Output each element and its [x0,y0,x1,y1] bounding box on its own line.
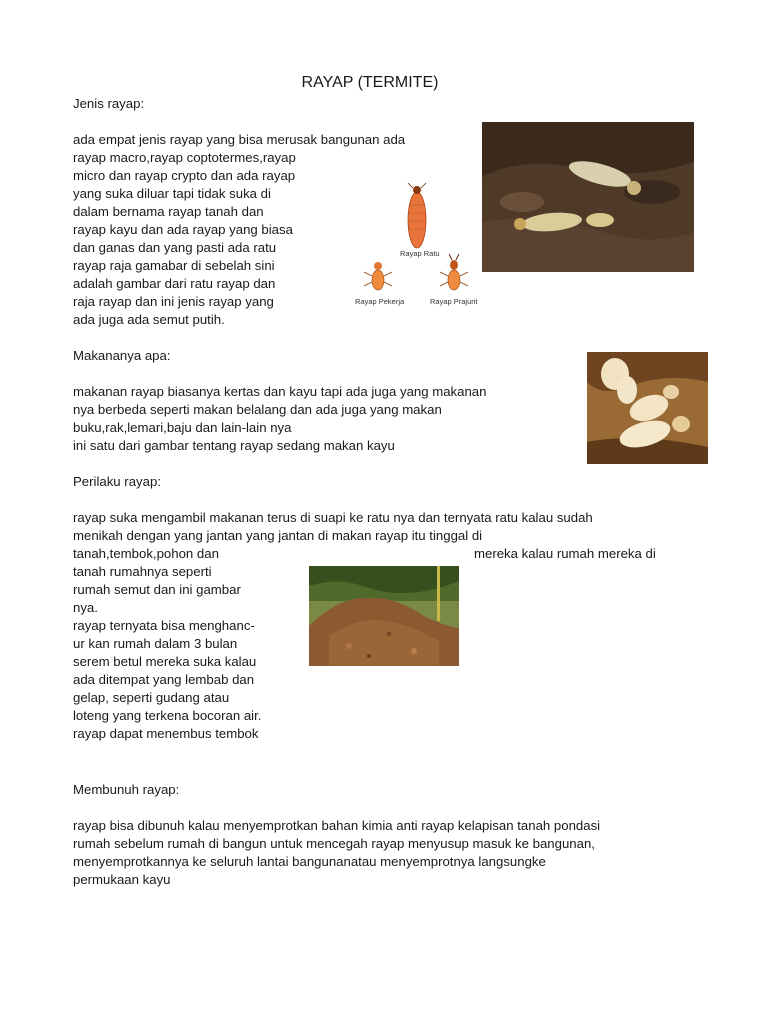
text-line: rumah sebelum rumah di bangun untuk mencegah rayap menyusup masuk ke bangunan, [73,836,595,851]
text-line: ada juga ada semut putih. [73,312,225,327]
section-heading-membunuh: Membunuh rayap: [73,782,180,797]
text-line: ur kan rumah dalam 3 bulan [73,636,238,651]
text-line: rayap suka mengambil makanan terus di suapi ke ratu nya dan ternyata ratu kalau sudah [73,510,593,525]
text-line: makanan rayap biasanya kertas dan kayu tapi ada juga yang makanan [73,384,487,399]
text-line: dan ganas dan yang pasti ada ratu [73,240,277,255]
text-line: ini satu dari gambar tentang rayap sedang makan kayu [73,438,395,453]
text-line: menikah dengan yang jantan yang jantan di makan rayap itu tinggal di [73,528,483,543]
worker-label: Rayap Pekerja [355,297,405,306]
termite-photo [482,122,694,272]
text-line: loteng yang terkena bocoran air. [73,708,262,723]
soldier-termite-figure [440,254,468,290]
text-line: tanah rumahnya seperti [73,564,212,579]
text-line: buku,rak,lemari,baju dan lain-lain nya [73,420,292,435]
text-line: permukaan kayu [73,872,171,887]
queen-termite-figure [408,183,426,248]
text-line: rayap kayu dan ada rayap yang biasa [73,222,293,237]
queen-label: Rayap Ratu [400,249,440,258]
text-line: serem betul mereka suka kalau [73,654,257,669]
text-line: raja rayap dan ini jenis rayap yang [73,294,274,309]
termites-eating-wood-photo [587,352,708,464]
text-line: adalah gambar dari ratu rayap dan [73,276,276,291]
text-line: rayap raja gamabar di sebelah sini [73,258,275,273]
text-line: menyemprotkannya ke seluruh lantai bangunanatau menyemprotnya langsungke [73,854,546,869]
text-line: rayap dapat menembus tembok [73,726,259,741]
text-line: rayap ternyata bisa menghanc- [73,618,255,633]
text-line: rayap bisa dibunuh kalau menyemprotkan bahan kimia anti rayap kelapisan tanah pondasi [73,818,601,833]
soldier-label: Rayap Prajurit [430,297,478,306]
worker-termite-figure [364,262,392,290]
text-line: rumah semut dan ini gambar [73,582,241,597]
text-line: ada empat jenis rayap yang bisa merusak bangunan ada [73,132,406,147]
section-heading-makanan: Makananya apa: [73,348,171,363]
page-title: RAYAP (TERMITE) [301,74,439,91]
text-line: nya berbeda seperti makan belalang dan ada juga yang makan [73,402,442,417]
text-line: dalam bernama rayap tanah dan [73,204,264,219]
termite-caste-diagram [350,180,480,310]
text-line: gelap, seperti gudang atau [73,690,230,705]
text-line: mereka kalau rumah mereka di [474,546,656,561]
text-line: ada ditempat yang lembab dan [73,672,255,687]
section-heading-perilaku: Perilaku rayap: [73,474,161,489]
text-line: tanah,tembok,pohon dan [73,546,219,561]
section-heading-jenis: Jenis rayap: [73,96,145,111]
text-line: rayap macro,rayap coptotermes,rayap [73,150,296,165]
text-line: yang suka diluar tapi tidak suka di [73,186,271,201]
termite-mound-photo [309,566,459,666]
text-line: nya. [73,600,98,615]
text-line: micro dan rayap crypto dan ada rayap [73,168,296,183]
